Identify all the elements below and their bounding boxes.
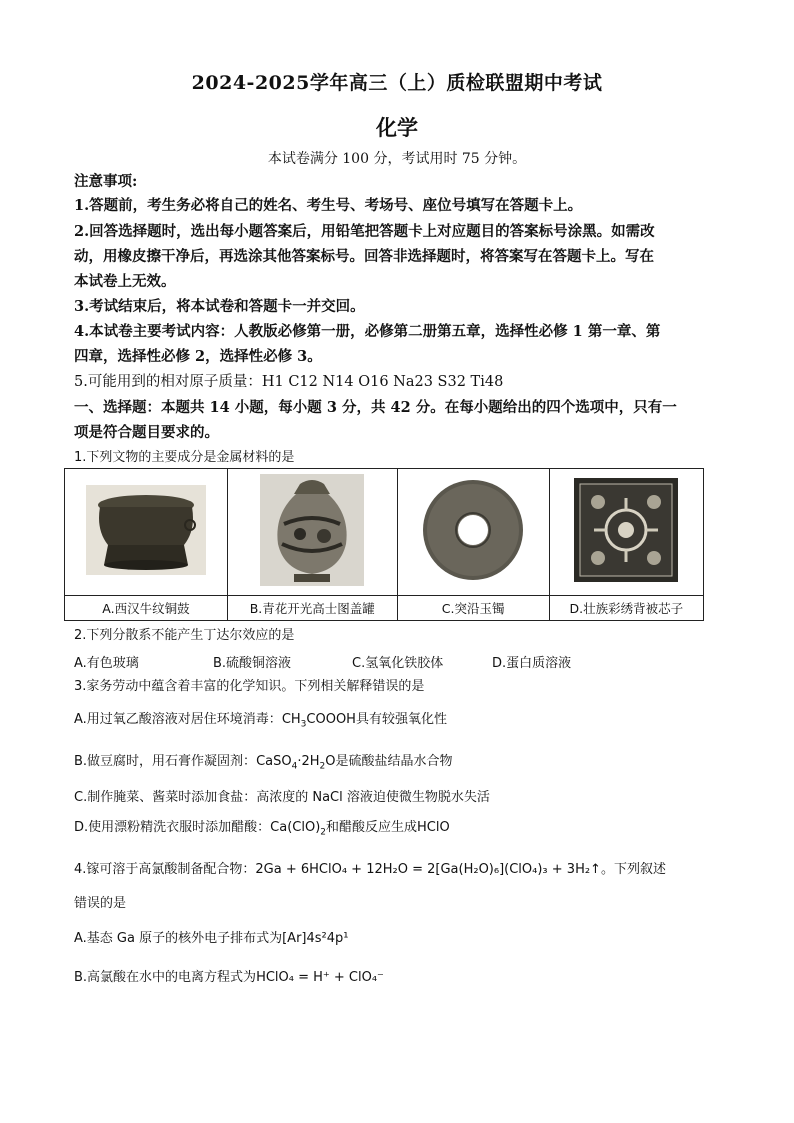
q3-a-formula: $CH_3COOOH$ — [281, 712, 356, 730]
note-2-line-2: 动，用橡皮擦干净后，再选涂其他答案标号。回答非选择题时，将答案写在答题卡上。写在 — [74, 248, 654, 265]
q1-option-a[interactable]: A.西汉牛纹铜鼓 — [65, 596, 228, 621]
q4-stem-line-1: 4.镓可溶于高氯酸制备配合物：2Ga + 6HClO₄ + 12H₂O = 2[Ga(H₂O)₆](ClO₄)₃ + 3H₂↑。下列叙述 — [74, 862, 666, 877]
notes-heading: 注意事项: — [74, 173, 138, 190]
note-1: 1.答题前，考生务必将自己的姓名、考生号、考场号、座位号填写在答题卡上。 — [74, 197, 583, 214]
q3-b-formula: $CaSO_4\cdot 2H_2O$ — [256, 754, 336, 772]
q1-options-table — [64, 468, 704, 621]
q3-b-text-end: 是硫酸盐结晶水合物 — [335, 754, 453, 769]
embroidery-image — [549, 469, 703, 596]
q3-option-b[interactable] — [74, 750, 453, 772]
q2-option-a[interactable]: A.有色玻璃 — [74, 656, 139, 671]
note-4-line-1: 4.本试卷主要考试内容：人教版必修第一册，必修第二册第五章，选择性必修 1 第一章、第 — [74, 323, 661, 340]
q1-option-d[interactable]: D.壮族彩绣背被芯子 — [549, 596, 703, 621]
subject-title: 化学 — [376, 115, 418, 140]
q3-b-text: B.做豆腐时，用石膏作凝固剂： — [74, 754, 257, 769]
section1-line-1: 一、选择题：本题共 14 小题，每小题 3 分，共 42 分。在每小题给出的四个选项中，只有一 — [74, 399, 677, 416]
q3-option-c[interactable]: C.制作腌菜、酱菜时添加食盐：高浓度的 NaCl 溶液迫使微生物脱水失活 — [74, 790, 490, 805]
q2-option-c[interactable]: C.氢氧化铁胶体 — [352, 656, 444, 671]
note-3: 3.考试结束后，将本试卷和答题卡一并交回。 — [74, 298, 365, 315]
note-5: 5.可能用到的相对原子质量：H1 C12 N14 O16 Na23 S32 Ti48 — [74, 374, 504, 390]
exam-title: 2024-2025学年高三（上）质检联盟期中考试 — [191, 72, 603, 94]
q2-option-b[interactable]: B.硫酸铜溶液 — [213, 656, 292, 671]
blue-white-jar-image — [227, 469, 397, 596]
q3-d-text-end: 和醋酸反应生成HClO — [326, 820, 450, 835]
q4-a-formula: [Ar]4s²4p¹ — [282, 931, 349, 946]
exam-info: 本试卷满分 100 分，考试用时 75 分钟。 — [267, 151, 527, 167]
q3-a-text: A.用过氧乙酸溶液对居住环境消毒： — [74, 712, 282, 727]
q4-equation: 2Ga + 6HClO₄ + 12H₂O = 2[Ga(H₂O)₆](ClO₄)₃ + 3H₂↑ — [255, 862, 601, 877]
section1-line-2: 项是符合题目要求的。 — [74, 424, 219, 441]
q3-option-d[interactable] — [74, 816, 450, 838]
note-2-line-1: 2.回答选择题时，选出每小题答案后，用铅笔把答题卡上对应题目的答案标号涂黑。如需改 — [74, 223, 655, 240]
q3-stem: 3.家务劳动中蕴含着丰富的化学知识。下列相关解释错误的是 — [74, 679, 425, 694]
q2-option-d[interactable]: D.蛋白质溶液 — [492, 656, 572, 671]
jade-bracelet-image — [397, 469, 549, 596]
bronze-drum-image — [65, 469, 228, 596]
q4-b-formula: HClO₄ = H⁺ + ClO₄⁻ — [256, 970, 384, 985]
q1-stem: 1.下列文物的主要成分是金属材料的是 — [74, 450, 295, 465]
q3-d-formula: $Ca(ClO)_2$ — [270, 820, 326, 838]
q3-a-text-end: 具有较强氧化性 — [355, 712, 447, 727]
q1-option-c[interactable]: C.突沿玉镯 — [397, 596, 549, 621]
q3-d-text: D.使用漂粉精洗衣服时添加醋酸： — [74, 820, 271, 835]
note-4-line-2: 四章，选择性必修 2，选择性必修 3。 — [74, 348, 322, 365]
q2-stem: 2.下列分散系不能产生丁达尔效应的是 — [74, 628, 295, 643]
q4-stem-line-2: 错误的是 — [74, 896, 127, 911]
q3-option-a[interactable] — [74, 708, 447, 730]
q4-option-a[interactable]: A.基态 Ga 原子的核外电子排布式为[Ar]4s²4p¹ — [74, 931, 349, 946]
q1-option-b[interactable]: B.青花开光高士图盖罐 — [227, 596, 397, 621]
note-2-line-3: 本试卷上无效。 — [74, 273, 176, 290]
q4-option-b[interactable]: B.高氯酸在水中的电离方程式为HClO₄ = H⁺ + ClO₄⁻ — [74, 970, 384, 985]
